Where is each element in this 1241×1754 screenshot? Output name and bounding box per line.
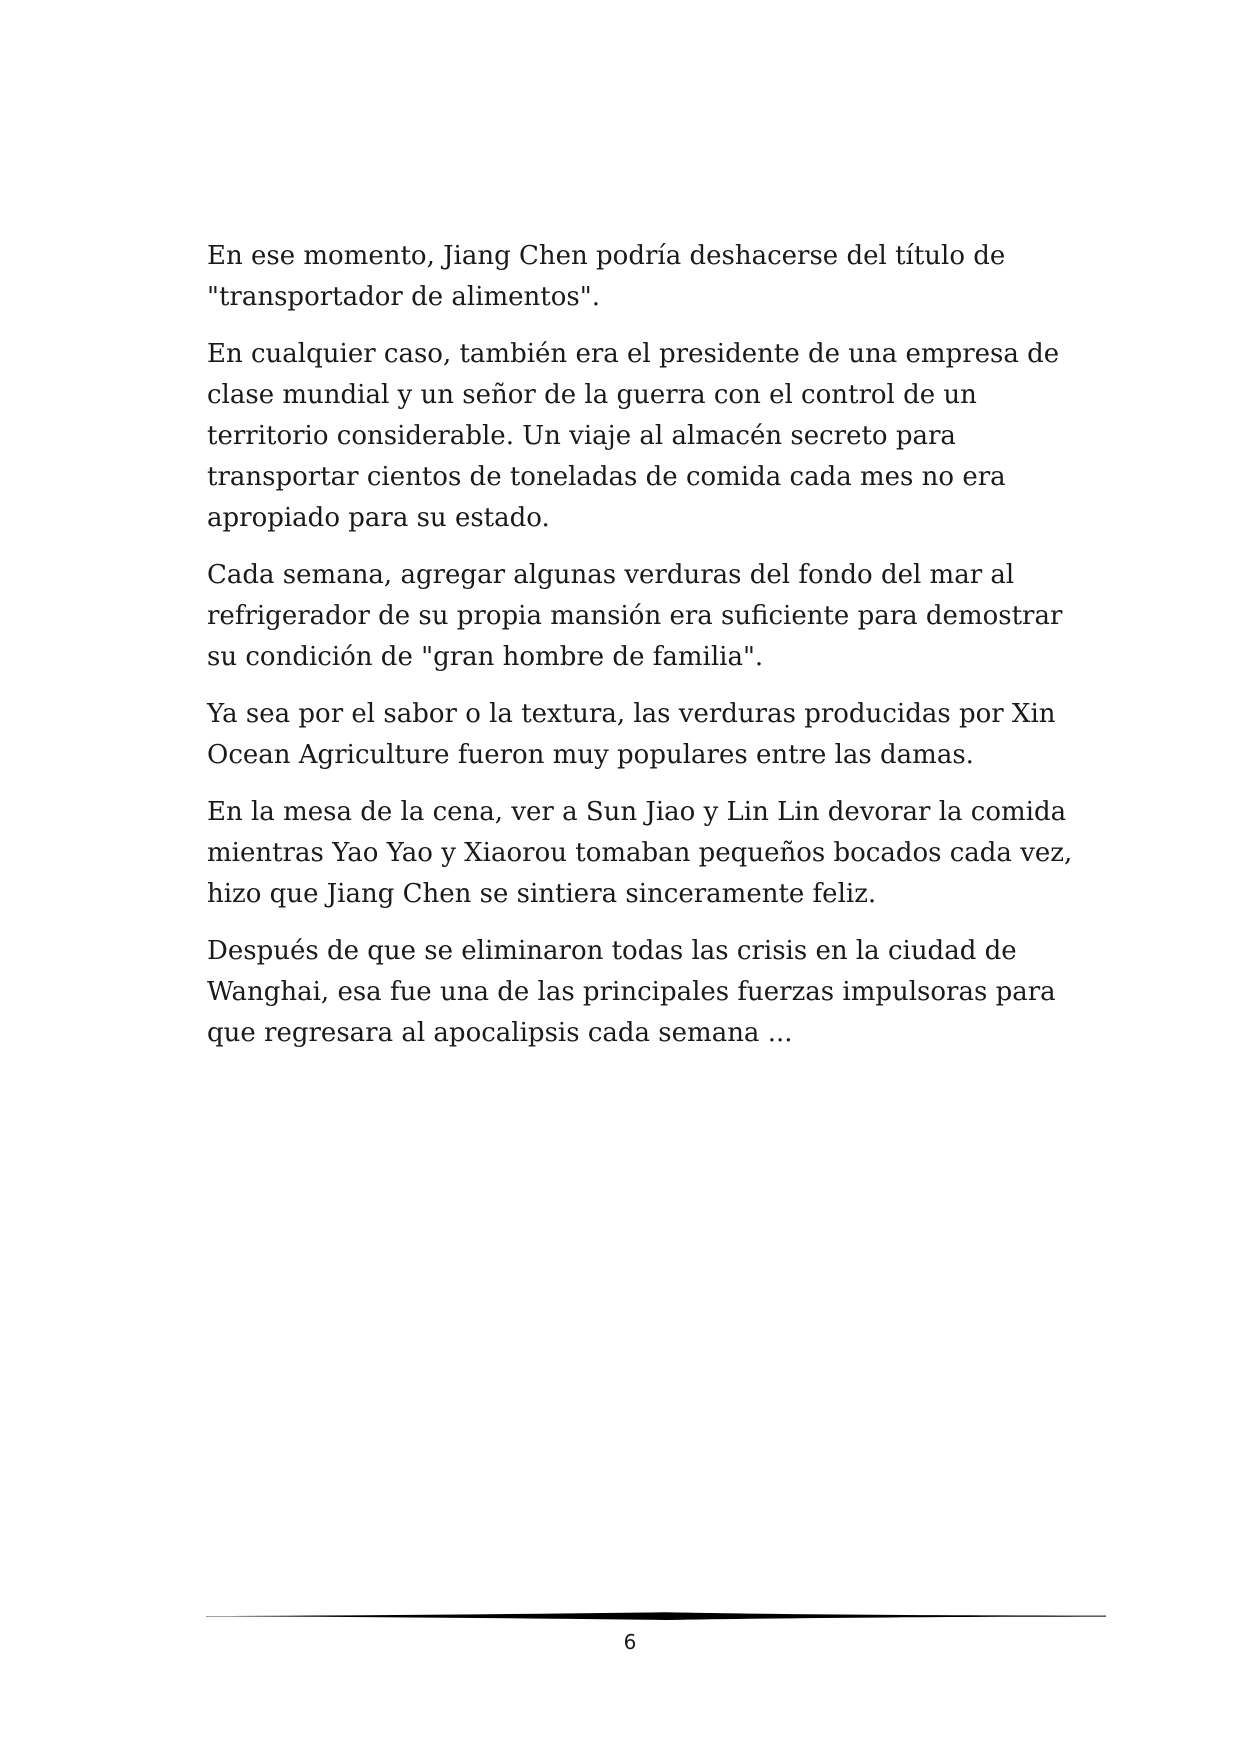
paragraph-6: Después de que se eliminaron todas las crisis en la ciudad de Wanghai, esa fue una de las principales fuerzas impulsoras para que regresara al apocalipsis cada semana ...: [207, 936, 1056, 1048]
paragraph-2: En cualquier caso, también era el presidente de una empresa de clase mundial y un señor de la guerra con el control de un territorio considerable. Un viaje al almacén secreto para transportar cientos de toneladas de comida cada mes no era apropiado para su estado.: [207, 339, 1060, 533]
page-number: 6: [623, 1630, 637, 1654]
footer-rule-shape: [206, 1612, 1106, 1620]
paragraph-4: Ya sea por el sabor o la textura, las verduras producidas por Xin Ocean Agriculture fueron muy populares entre las damas.: [207, 699, 1056, 770]
footer-rule: [206, 1609, 1106, 1623]
paragraph-5: En la mesa de la cena, ver a Sun Jiao y Lin Lin devorar la comida mientras Yao Yao y Xiaorou tomaban pequeños bocados cada vez, hizo que Jiang Chen se sintiera sinceramente feliz.: [207, 797, 1073, 909]
paragraph-3: Cada semana, agregar algunas verduras del fondo del mar al refrigerador de su propia mansión era suficiente para demostrar su condición de "gran hombre de familia".: [207, 560, 1063, 672]
body-text: [207, 236, 1087, 1070]
paragraph-1: En ese momento, Jiang Chen podría deshacerse del título de "transportador de alimentos".: [207, 241, 1006, 312]
